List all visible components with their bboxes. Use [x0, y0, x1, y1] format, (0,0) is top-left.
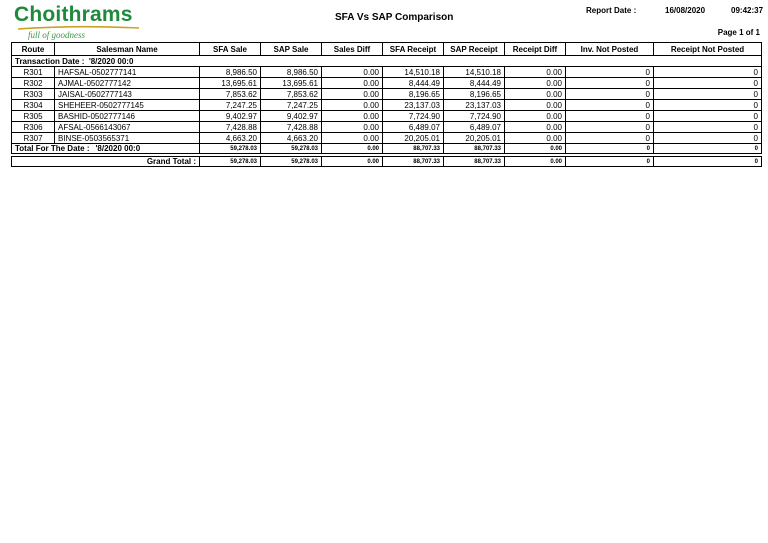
table-row: [12, 89, 762, 100]
cell-receipt-not-posted: 0: [654, 122, 762, 133]
cell-receipt-diff: 0.00: [505, 78, 566, 89]
date-total-label: Total For The Date :: [15, 144, 90, 153]
company-name: Choithrams: [14, 3, 133, 26]
cell-receipt-diff: 0.00: [505, 133, 566, 144]
col-sales-diff: Sales Diff: [322, 43, 383, 56]
cell-sap-receipt: 20,205.01: [444, 133, 505, 144]
cell-sales-diff: 0.00: [322, 133, 383, 144]
cell-salesman: JAISAL-0502777143: [55, 89, 200, 100]
cell-sales-diff: 0.00: [322, 111, 383, 122]
cell-receipt-diff: 0.00: [505, 100, 566, 111]
cell-sap-receipt: 7,724.90: [444, 111, 505, 122]
cell-sap-sale: 7,428.88: [261, 122, 322, 133]
col-sap-receipt: SAP Receipt: [444, 43, 505, 56]
date-total-sap-sale: 59,278.03: [261, 144, 322, 154]
cell-inv-not-posted: 0: [566, 78, 654, 89]
date-total-sfa-receipt: 88,707.33: [383, 144, 444, 154]
cell-receipt-diff: 0.00: [505, 122, 566, 133]
cell-route: R301: [12, 67, 55, 78]
company-tagline: full of goodness: [28, 30, 86, 40]
cell-sfa-sale: 7,428.88: [200, 122, 261, 133]
cell-inv-not-posted: 0: [566, 89, 654, 100]
cell-sfa-receipt: 6,489.07: [383, 122, 444, 133]
cell-sales-diff: 0.00: [322, 100, 383, 111]
date-total-label-cell: [12, 144, 200, 154]
grand-total-sfa-receipt: 88,707.33: [383, 157, 444, 167]
cell-route: R306: [12, 122, 55, 133]
cell-inv-not-posted: 0: [566, 67, 654, 78]
report-date: 16/08/2020: [665, 6, 706, 15]
cell-inv-not-posted: 0: [566, 111, 654, 122]
cell-sfa-sale: 9,402.97: [200, 111, 261, 122]
grand-total-row: [12, 157, 762, 167]
grand-total-sfa-sale: 59,278.03: [200, 157, 261, 167]
cell-sap-receipt: 8,444.49: [444, 78, 505, 89]
cell-sfa-receipt: 8,444.49: [383, 78, 444, 89]
table-row: [12, 122, 762, 133]
col-salesman: Salesman Name: [55, 43, 200, 56]
col-route: Route: [12, 43, 55, 56]
grand-total-inv-not-posted: 0: [566, 157, 654, 167]
cell-receipt-not-posted: 0: [654, 111, 762, 122]
grand-total-receipt-diff: 0.00: [505, 157, 566, 167]
grand-total-sap-receipt: 88,707.33: [444, 157, 505, 167]
table-row: [12, 133, 762, 144]
cell-route: R305: [12, 111, 55, 122]
cell-receipt-not-posted: 0: [654, 67, 762, 78]
cell-inv-not-posted: 0: [566, 133, 654, 144]
cell-route: R302: [12, 78, 55, 89]
cell-sap-receipt: 14,510.18: [444, 67, 505, 78]
col-sap-sale: SAP Sale: [261, 43, 322, 56]
cell-sales-diff: 0.00: [322, 67, 383, 78]
cell-receipt-diff: 0.00: [505, 111, 566, 122]
cell-receipt-not-posted: 0: [654, 100, 762, 111]
cell-sfa-sale: 7,853.62: [200, 89, 261, 100]
cell-salesman: BINSE-0503565371: [55, 133, 200, 144]
cell-salesman: AFSAL-0566143067: [55, 122, 200, 133]
grand-total-label: Grand Total :: [12, 157, 200, 167]
cell-receipt-not-posted: 0: [654, 78, 762, 89]
cell-sfa-receipt: 20,205.01: [383, 133, 444, 144]
cell-sap-sale: 4,663.20: [261, 133, 322, 144]
cell-sfa-sale: 8,986.50: [200, 67, 261, 78]
report-date-label: Report Date :: [586, 6, 637, 15]
cell-inv-not-posted: 0: [566, 122, 654, 133]
table-row: [12, 111, 762, 122]
transaction-date-row: [12, 56, 762, 67]
transaction-date-value: '8/2020 00:0: [88, 56, 134, 66]
cell-route: R303: [12, 89, 55, 100]
date-total-date: '8/2020 00:0: [95, 144, 141, 153]
cell-sfa-sale: 7,247.25: [200, 100, 261, 111]
cell-sap-sale: 9,402.97: [261, 111, 322, 122]
cell-sales-diff: 0.00: [322, 122, 383, 133]
col-inv-not-posted: Inv. Not Posted: [566, 43, 654, 56]
grand-total-sap-sale: 59,278.03: [261, 157, 322, 167]
cell-sales-diff: 0.00: [322, 78, 383, 89]
col-receipt-not-posted: Receipt Not Posted: [654, 43, 762, 56]
cell-salesman: AJMAL-0502777142: [55, 78, 200, 89]
cell-salesman: HAFSAL-0502777141: [55, 67, 200, 78]
date-total-receipt-not-posted: 0: [654, 144, 762, 154]
transaction-date-label: Transaction Date :: [15, 56, 85, 66]
cell-sfa-receipt: 8,196.65: [383, 89, 444, 100]
cell-sfa-sale: 13,695.61: [200, 78, 261, 89]
cell-receipt-not-posted: 0: [654, 89, 762, 100]
report-time: 09:42:37: [731, 6, 764, 15]
page-number: Page 1 of 1: [717, 28, 760, 37]
cell-inv-not-posted: 0: [566, 100, 654, 111]
cell-sap-sale: 8,986.50: [261, 67, 322, 78]
cell-route: R304: [12, 100, 55, 111]
table-header-row: [12, 43, 762, 56]
cell-sap-sale: 13,695.61: [261, 78, 322, 89]
cell-sales-diff: 0.00: [322, 89, 383, 100]
date-total-sales-diff: 0.00: [322, 144, 383, 154]
company-logo: [14, 3, 144, 40]
col-sfa-sale: SFA Sale: [200, 43, 261, 56]
grand-total-sales-diff: 0.00: [322, 157, 383, 167]
cell-sap-sale: 7,853.62: [261, 89, 322, 100]
cell-sap-sale: 7,247.25: [261, 100, 322, 111]
cell-sap-receipt: 8,196.65: [444, 89, 505, 100]
table-row: [12, 78, 762, 89]
cell-sfa-receipt: 23,137.03: [383, 100, 444, 111]
cell-sfa-receipt: 14,510.18: [383, 67, 444, 78]
date-total-sap-receipt: 88,707.33: [444, 144, 505, 154]
cell-sfa-sale: 4,663.20: [200, 133, 261, 144]
table-row: [12, 67, 762, 78]
cell-receipt-diff: 0.00: [505, 89, 566, 100]
cell-receipt-diff: 0.00: [505, 67, 566, 78]
cell-salesman: SHEHEER-0502777145: [55, 100, 200, 111]
cell-route: R307: [12, 133, 55, 144]
date-total-row: [12, 144, 762, 154]
report-title: SFA Vs SAP Comparison: [335, 12, 454, 23]
grand-total-receipt-not-posted: 0: [654, 157, 762, 167]
cell-receipt-not-posted: 0: [654, 133, 762, 144]
date-total-inv-not-posted: 0: [566, 144, 654, 154]
cell-sfa-receipt: 7,724.90: [383, 111, 444, 122]
col-receipt-diff: Receipt Diff: [505, 43, 566, 56]
cell-salesman: BASHID-0502777146: [55, 111, 200, 122]
col-sfa-receipt: SFA Receipt: [383, 43, 444, 56]
table-row: [12, 100, 762, 111]
cell-sap-receipt: 23,137.03: [444, 100, 505, 111]
date-total-sfa-sale: 59,278.03: [200, 144, 261, 154]
cell-sap-receipt: 6,489.07: [444, 122, 505, 133]
date-total-receipt-diff: 0.00: [505, 144, 566, 154]
comparison-table: [11, 42, 762, 167]
